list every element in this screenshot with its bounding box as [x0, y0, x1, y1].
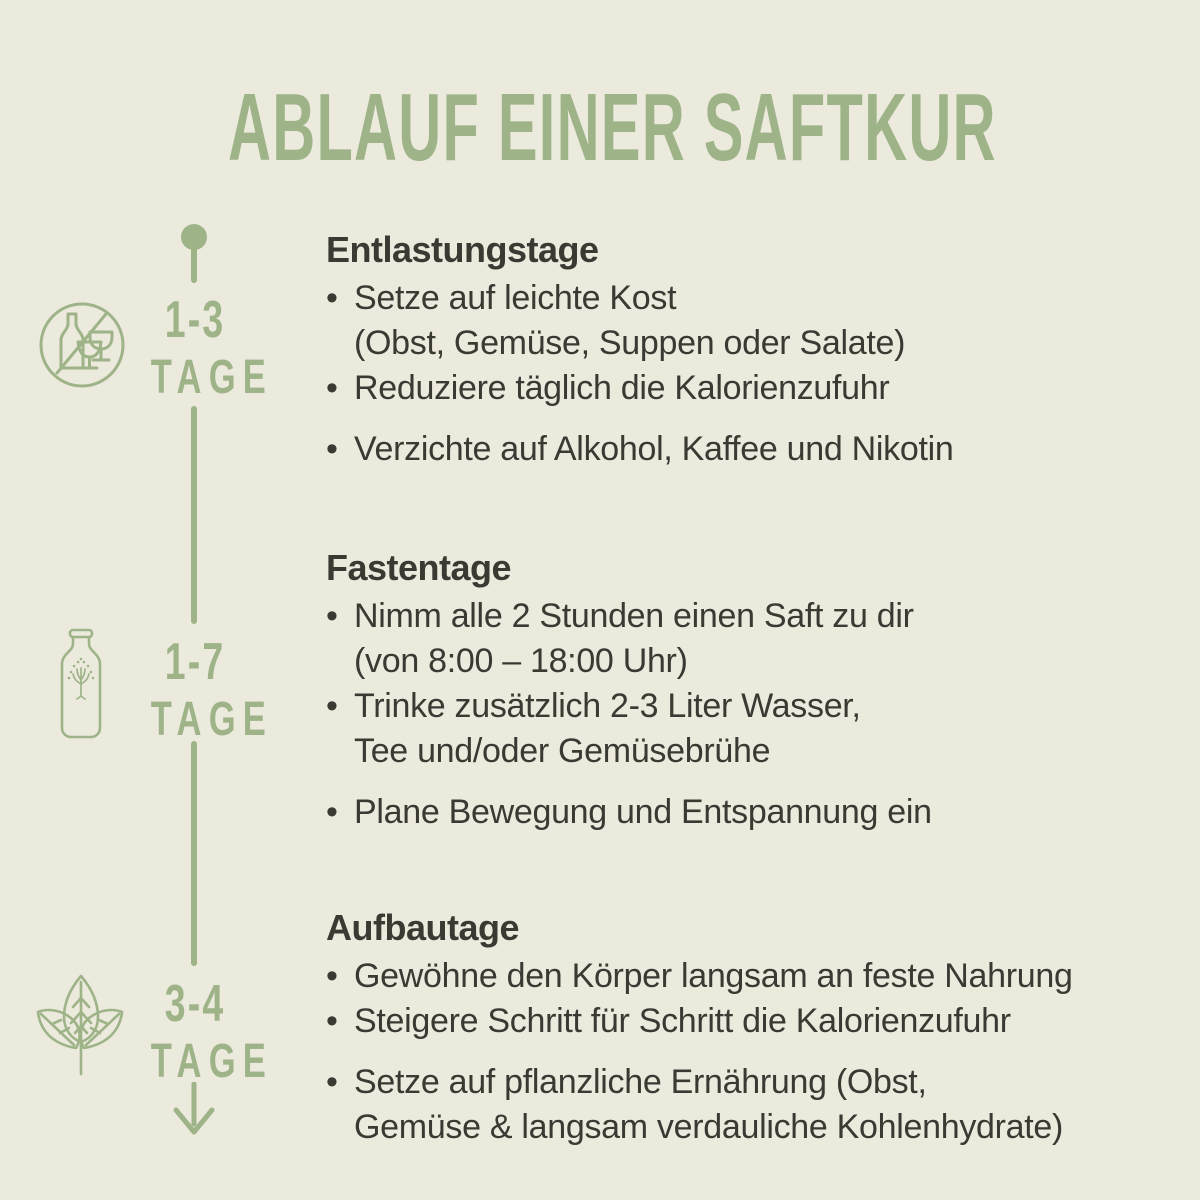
juice-bottle-icon — [57, 628, 105, 740]
duration-value: 3-4 — [164, 975, 226, 1033]
bullet-icon: • — [326, 1002, 338, 1040]
duration-unit: TAGE — [150, 1035, 274, 1088]
timeline-segment — [191, 406, 197, 624]
bullet-item — [326, 366, 1176, 411]
bullet-line: Reduziere täglich die Kalorienzufuhr — [354, 369, 890, 407]
duration-label-1 — [124, 291, 274, 404]
duration-value: 1-3 — [164, 291, 226, 349]
bullet-line: (von 8:00 – 18:00 Uhr) — [354, 642, 688, 680]
bullet-item — [326, 999, 1176, 1044]
bullet-line: Nimm alle 2 Stunden einen Saft zu dir — [354, 597, 914, 635]
bullet-item — [326, 790, 1176, 835]
timeline-segment — [191, 741, 197, 966]
bullet-line: Trinke zusätzlich 2-3 Liter Wasser, — [354, 687, 861, 725]
bullet-line: Gewöhne den Körper langsam an feste Nahrung — [354, 957, 1073, 995]
bullet-icon: • — [326, 279, 338, 317]
timeline-arrow-down-icon — [169, 1082, 219, 1142]
no-alcohol-icon — [37, 300, 127, 390]
section-entlastungstage — [326, 228, 1176, 472]
bullet-icon: • — [326, 687, 338, 725]
bullet-line: Steigere Schritt für Schritt die Kalorienzufuhr — [354, 1002, 1011, 1040]
bullet-item — [326, 954, 1176, 999]
bullet-line: Plane Bewegung und Entspannung ein — [354, 793, 932, 831]
bullet-line: Verzichte auf Alkohol, Kaffee und Nikotin — [354, 430, 954, 468]
bullet-icon: • — [326, 430, 338, 468]
leaves-icon — [32, 972, 128, 1076]
duration-value: 1-7 — [164, 633, 226, 691]
bullet-icon: • — [326, 369, 338, 407]
bullet-line: Gemüse & langsam verdauliche Kohlenhydrate) — [354, 1108, 1064, 1146]
bullet-icon: • — [326, 793, 338, 831]
timeline-segment — [191, 247, 197, 283]
bullet-item — [326, 684, 1176, 774]
bullet-icon: • — [326, 957, 338, 995]
bullet-item — [326, 1060, 1176, 1150]
bullet-line: Setze auf leichte Kost — [354, 279, 677, 317]
bullet-item — [326, 427, 1176, 472]
bullet-icon: • — [326, 1063, 338, 1101]
duration-unit: TAGE — [150, 351, 274, 404]
bullet-item — [326, 276, 1176, 366]
section-aufbautage — [326, 906, 1176, 1150]
section-fastentage — [326, 546, 1176, 835]
section-heading: Fastentage — [326, 547, 512, 588]
section-heading: Entlastungstage — [326, 229, 599, 270]
bullet-item — [326, 594, 1176, 684]
bullet-line: (Obst, Gemüse, Suppen oder Salate) — [354, 324, 906, 362]
page-title: ABLAUF EINER SAFTKUR — [228, 74, 997, 181]
bullet-line: Setze auf pflanzliche Ernährung (Obst, — [354, 1063, 927, 1101]
duration-label-2 — [124, 633, 274, 746]
bullet-icon: • — [326, 597, 338, 635]
duration-unit: TAGE — [150, 693, 274, 746]
duration-label-3 — [124, 975, 274, 1088]
section-heading: Aufbautage — [326, 907, 519, 948]
bullet-line: Tee und/oder Gemüsebrühe — [354, 732, 771, 770]
